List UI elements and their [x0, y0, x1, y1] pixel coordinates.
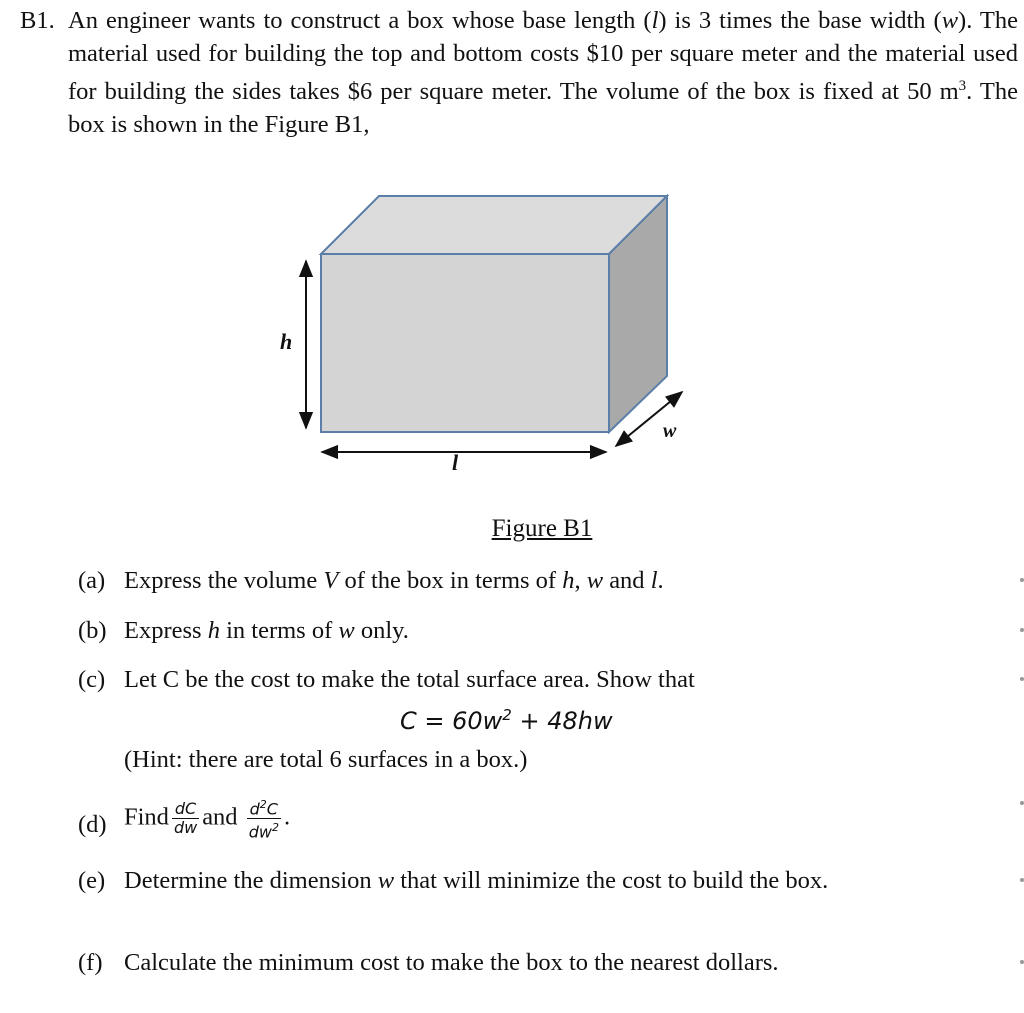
- part-e-label: (e): [78, 867, 106, 894]
- part-c-text: Let C be the cost to make the total surface area. Show that: [124, 666, 695, 693]
- part-d-text: Find $\frac{dC}{dw}$ and $\frac{d^2C}{dw^2}$ .: [124, 798, 291, 842]
- part-a-text: Express the volume V of the box in terms of h, w and l.: [124, 567, 664, 594]
- part-a-label: (a): [78, 567, 106, 594]
- figure-caption: Figure B1: [491, 515, 593, 542]
- part-c-hint: (Hint: there are total 6 surfaces in a box.): [124, 746, 528, 773]
- edge-mark: [1020, 878, 1024, 882]
- part-b-text: Express h in terms of w only.: [124, 617, 409, 644]
- part-f-text: Calculate the minimum cost to make the box to the nearest dollars.: [124, 949, 779, 976]
- part-f-label: (f): [78, 949, 103, 976]
- label-w: w: [663, 420, 677, 442]
- part-d-label: (d): [78, 811, 107, 838]
- edge-mark: [1020, 960, 1024, 964]
- label-h: h: [280, 329, 293, 354]
- derivative-first: $\frac{dC}{dw}$: [173, 799, 198, 838]
- edge-mark: [1020, 628, 1024, 632]
- part-c-label: (c): [78, 666, 106, 693]
- label-l: l: [452, 450, 459, 475]
- var-w: w: [941, 7, 959, 34]
- problem-number: B1.: [20, 7, 55, 34]
- part-b-label: (b): [78, 617, 107, 644]
- edge-mark: [1020, 801, 1024, 805]
- box-front-face: [321, 254, 609, 432]
- edge-mark: [1020, 578, 1024, 582]
- var-l: l: [651, 7, 659, 34]
- cost-formula: $C = 60w^2 + 48hw$: [400, 706, 613, 735]
- edge-mark: [1020, 677, 1024, 681]
- derivative-second: $\frac{d^2C}{dw^2}$: [248, 798, 279, 842]
- part-e-text: Determine the dimension w that will minimize the cost to build the box.: [124, 867, 829, 894]
- box-top-face: [321, 196, 667, 254]
- problem-body: An engineer wants to construct a box whose base length (l) is 3 times the base width (w). The material used for building the top and bottom costs $10 per square meter and the material used for building the sides takes $6 per square meter. The volume of the box is fixed at 50 $m^3$. The box is shown in the Figure B1,: [68, 7, 1018, 139]
